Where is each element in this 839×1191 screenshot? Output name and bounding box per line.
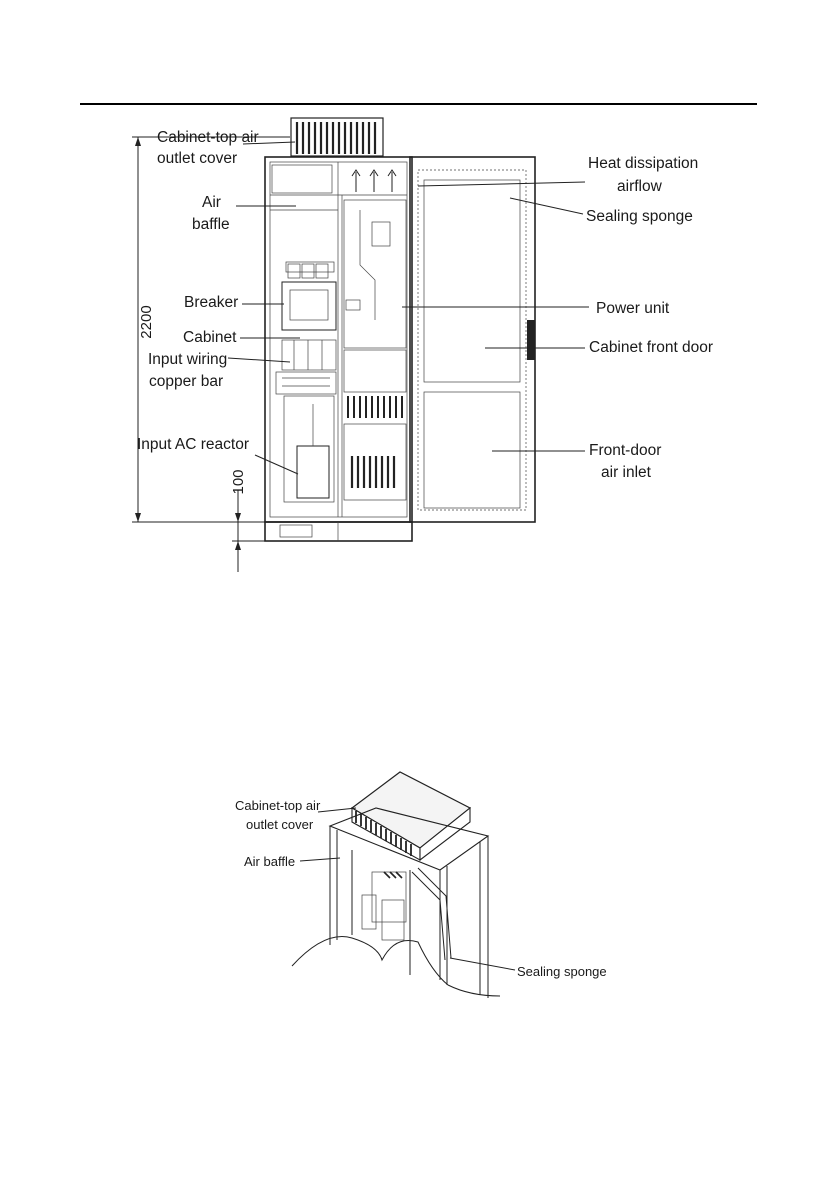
base-dimension-text: 100	[230, 469, 247, 495]
label-front-door-inlet-1: Front-door	[589, 442, 662, 459]
fig2-label-top-cover-1: Cabinet-top air	[235, 798, 321, 813]
label-breaker: Breaker	[184, 294, 239, 311]
label-input-ac-reactor: Input AC reactor	[137, 436, 250, 453]
label-cabinet: Cabinet	[183, 329, 237, 346]
label-air-baffle-1: Air	[202, 194, 221, 211]
label-cabinet-front-door: Cabinet front door	[589, 339, 714, 356]
label-air-baffle-2: baffle	[192, 216, 230, 233]
fig2-label-top-cover-2: outlet cover	[246, 817, 314, 832]
label-input-wiring-2: copper bar	[149, 373, 224, 390]
label-top-cover-1: Cabinet-top air	[157, 129, 259, 146]
fig2-label-air-baffle: Air baffle	[244, 854, 296, 869]
label-heat-dissipation-1: Heat dissipation	[588, 155, 699, 172]
fig2-label-sealing-sponge: Sealing sponge	[517, 964, 607, 979]
label-input-wiring-1: Input wiring	[148, 351, 228, 368]
label-front-door-inlet-2: air inlet	[601, 464, 651, 481]
label-heat-dissipation-2: airflow	[617, 178, 662, 195]
label-sealing-sponge: Sealing sponge	[586, 208, 693, 225]
height-dimension-text: 2200	[138, 305, 155, 339]
label-top-cover-2: outlet cover	[157, 150, 238, 167]
label-power-unit: Power unit	[596, 300, 670, 317]
